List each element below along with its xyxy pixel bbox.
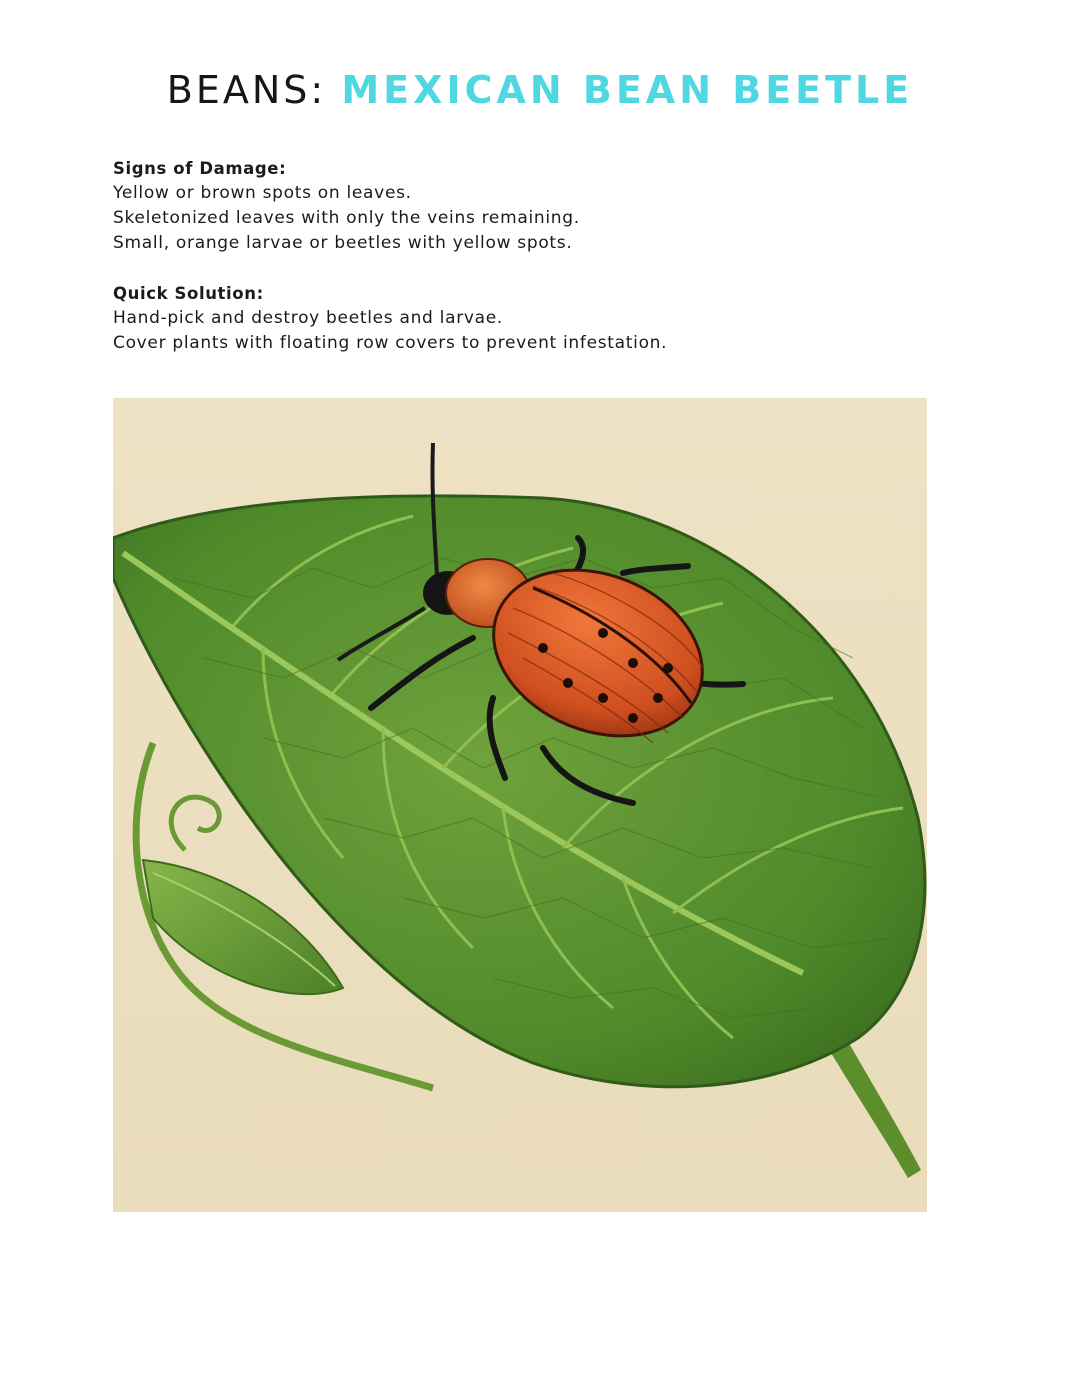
solution-step-2: Cover plants with floating row covers to prevent infestation. — [113, 333, 668, 353]
quick-solution-heading: Quick Solution: — [113, 284, 264, 303]
signs-of-damage-section — [113, 156, 973, 256]
quick-solution-section — [113, 281, 973, 356]
damage-sign-2: Skeletonized leaves with only the veins remaining. — [113, 208, 580, 228]
solution-step-1: Hand-pick and destroy beetles and larvae. — [113, 308, 504, 328]
damage-sign-3: Small, orange larvae or beetles with yellow spots. — [113, 233, 573, 253]
beetle-on-leaf-illustration — [113, 398, 927, 1212]
page-title — [0, 66, 1080, 114]
signs-of-damage-heading: Signs of Damage: — [113, 159, 287, 178]
title-crop: BEANS: — [166, 68, 327, 112]
pest-info — [113, 156, 973, 356]
illustration-svg — [113, 398, 927, 1212]
damage-sign-1: Yellow or brown spots on leaves. — [113, 183, 412, 203]
title-pest: MEXICAN BEAN BEETLE — [341, 68, 914, 112]
